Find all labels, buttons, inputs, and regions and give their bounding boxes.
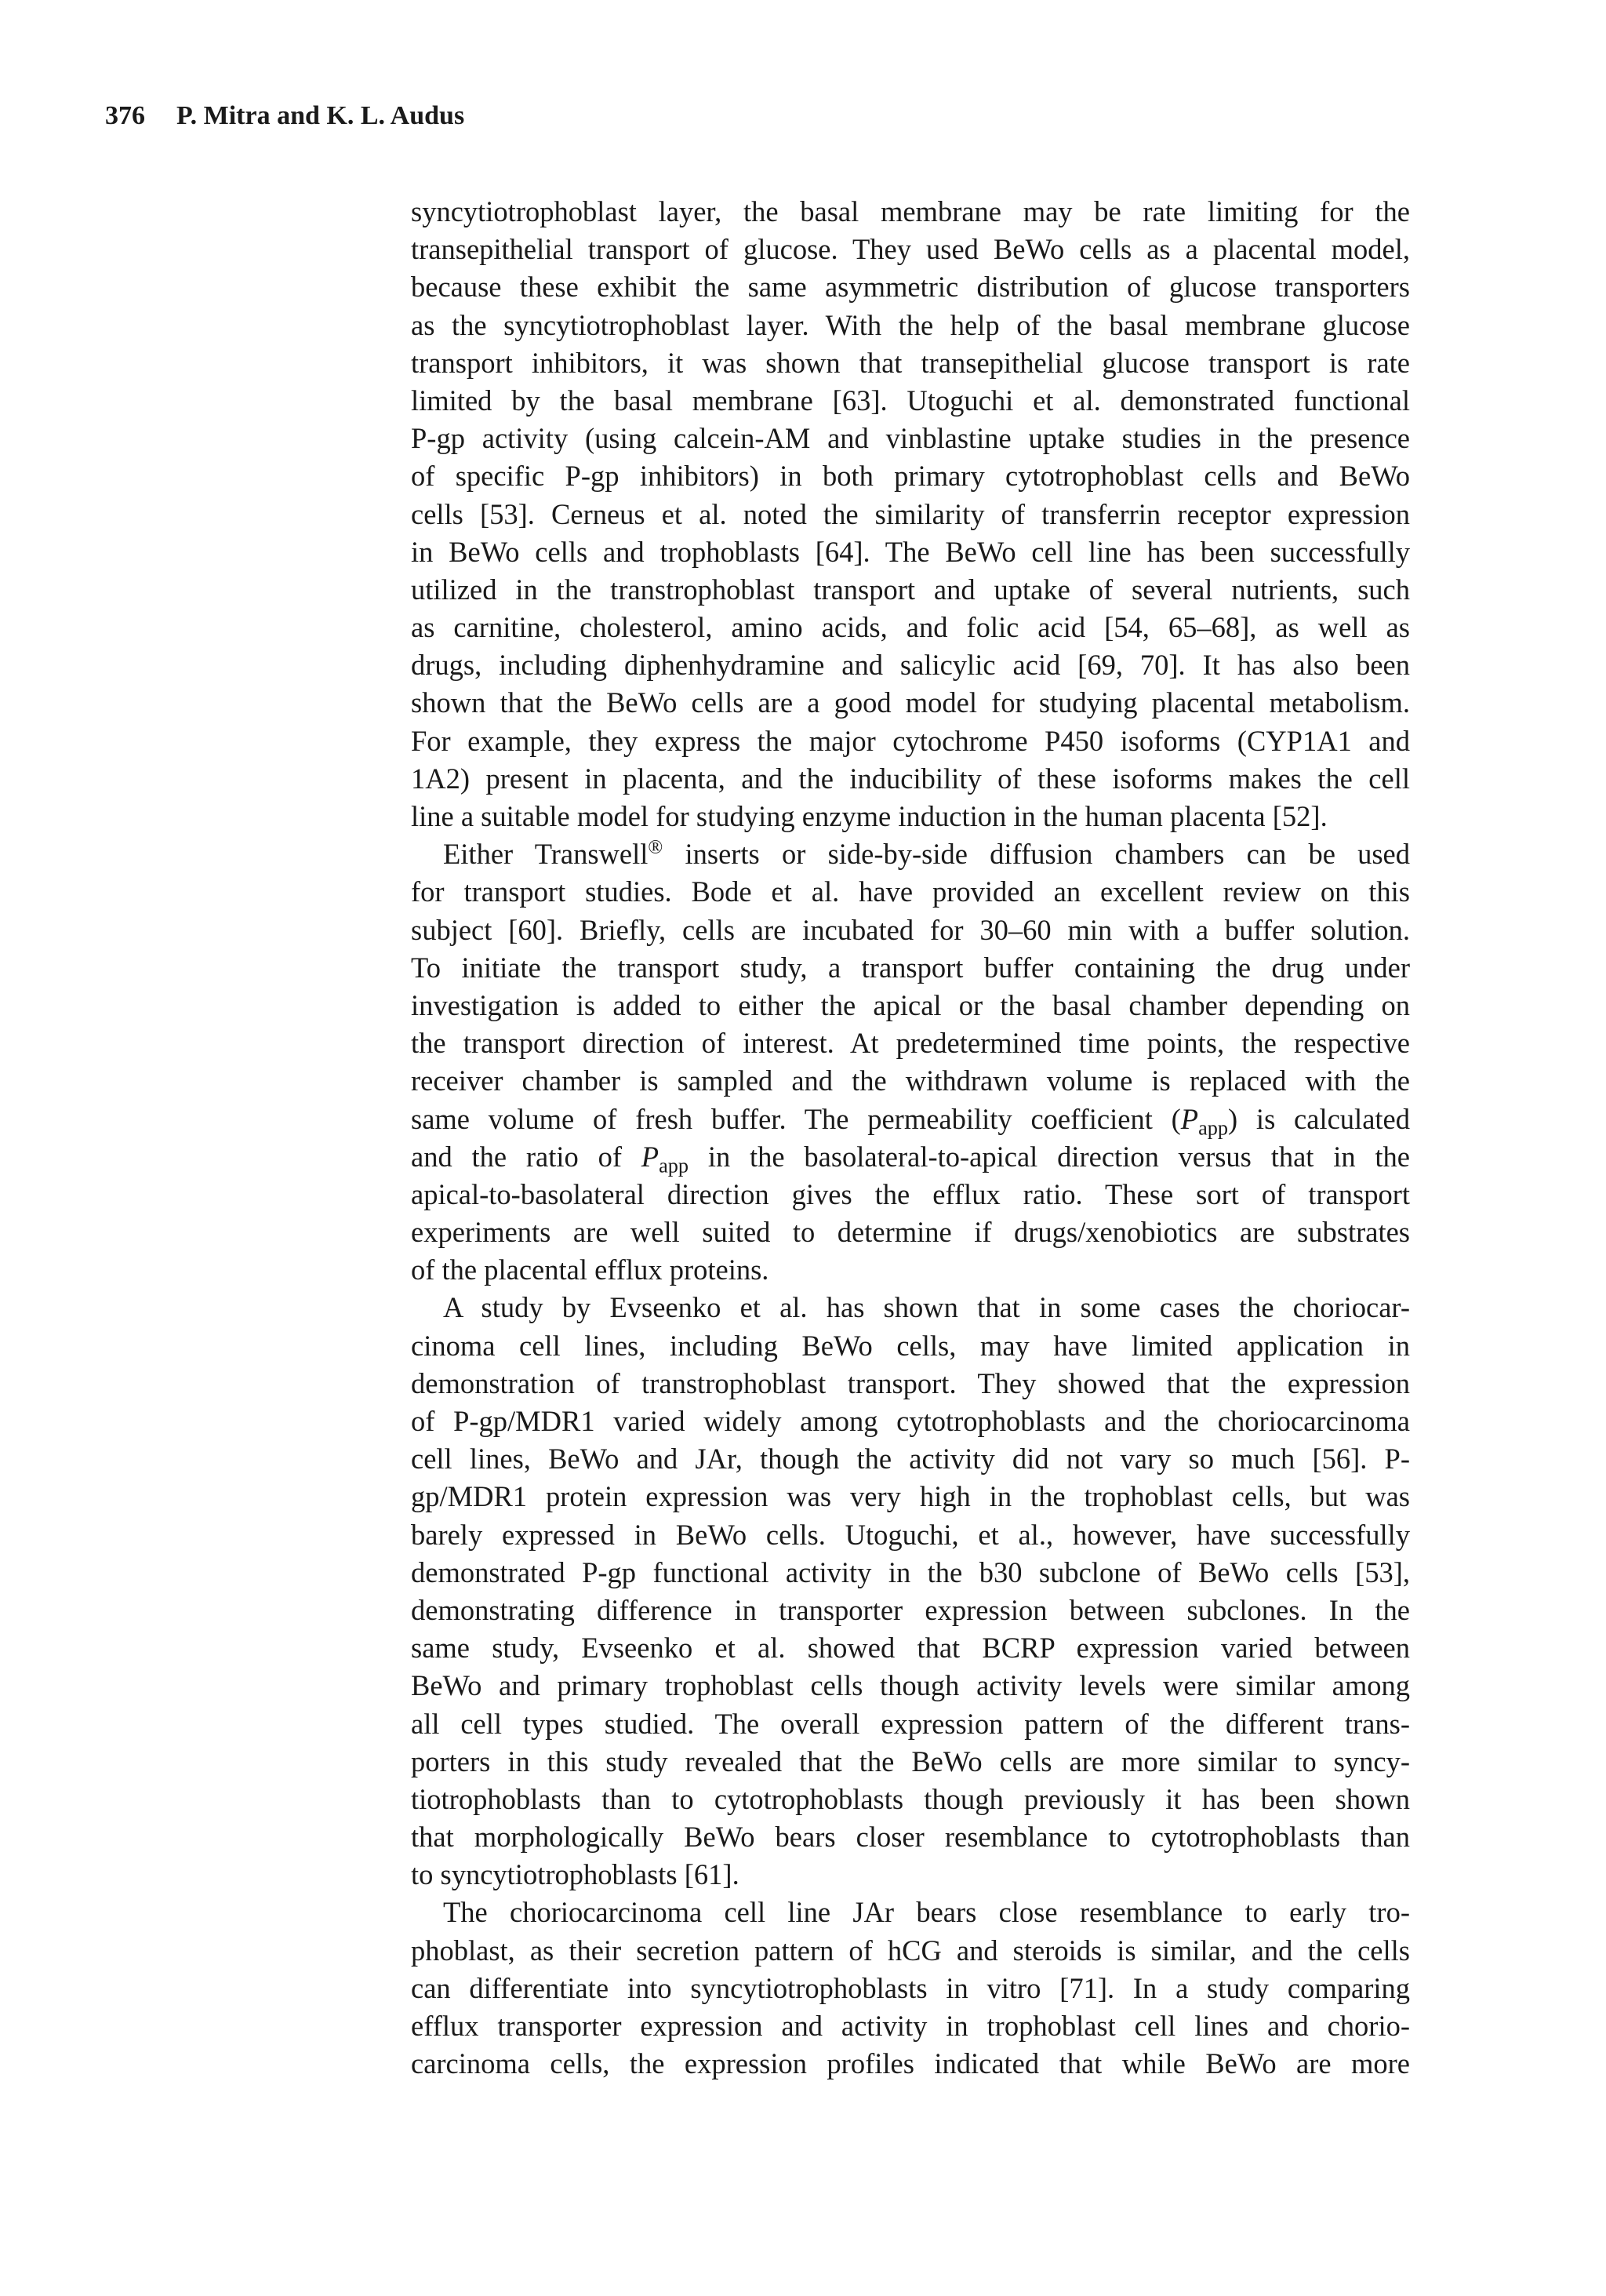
text-line: in BeWo cells and trophoblasts [64]. The BeWo cell line has been successfully: [411, 535, 1410, 568]
text-run: same volume of fresh buffer. The permeability coefficient (: [411, 1102, 1181, 1135]
text-line: BeWo and primary trophoblast cells though activity levels were similar among: [411, 1669, 1410, 1702]
text-line: of the placental efflux proteins.: [411, 1254, 769, 1286]
text-line: A study by Evseenko et al. has shown that in some cases the choriocar-: [443, 1291, 1410, 1324]
paragraph-4: [411, 1894, 1410, 2083]
text-line: To initiate the transport study, a transport buffer containing the drug under: [411, 951, 1410, 984]
text-line: of specific P-gp inhibitors) in both primary cytotrophoblast cells and BeWo: [411, 460, 1410, 493]
text-line: transport inhibitors, it was shown that transepithelial glucose transport is rate: [411, 346, 1410, 379]
text-line: phoblast, as their secretion pattern of hCG and steroids is similar, and the cells: [411, 1934, 1410, 1967]
text-line: demonstration of transtrophoblast transport. They showed that the expression: [411, 1366, 1410, 1399]
registered-mark: ®: [648, 837, 663, 859]
text-line: [411, 1101, 1410, 1138]
text-line: tiotrophoblasts than to cytotrophoblasts though previously it has been shown: [411, 1782, 1410, 1815]
text-line: line a suitable model for studying enzyme induction in the human placenta [52].: [411, 800, 1328, 832]
text-line: demonstrated P-gp functional activity in the b30 subclone of BeWo cells [53],: [411, 1556, 1410, 1588]
papp-symbol: P: [1180, 1102, 1199, 1135]
text-line: cell lines, BeWo and JAr, though the activity did not vary so much [56]. P-: [411, 1443, 1410, 1475]
text-line: because these exhibit the same asymmetric distribution of glucose transporters: [411, 271, 1410, 304]
text-line: to syncytiotrophoblasts [61].: [411, 1858, 739, 1891]
text-line: shown that the BeWo cells are a good model for studying placental metabolism.: [411, 686, 1410, 719]
papp-symbol: P: [641, 1140, 659, 1173]
text-line: transepithelial transport of glucose. They used BeWo cells as a placental model,: [411, 233, 1410, 266]
text-line: efflux transporter expression and activity in trophoblast cell lines and chorio-: [411, 2010, 1410, 2042]
text-line: syncytiotrophoblast layer, the basal membrane may be rate limiting for the: [411, 195, 1410, 227]
text-line: experiments are well suited to determine if drugs/xenobiotics are substrates: [411, 1216, 1410, 1249]
text-line: [411, 835, 1410, 873]
text-line: can differentiate into syncytiotrophoblasts in vitro [71]. In a study comparing: [411, 1971, 1410, 2004]
text-line: investigation is added to either the apical or the basal chamber depending on: [411, 988, 1410, 1021]
text-line: gp/MDR1 protein expression was very high in the trophoblast cells, but was: [411, 1480, 1410, 1513]
text-line: as carnitine, cholesterol, amino acids, and folic acid [54, 65–68], as well as: [411, 611, 1410, 644]
running-head: [105, 100, 464, 132]
text-line: porters in this study revealed that the BeWo cells are more similar to syncy-: [411, 1745, 1410, 1777]
text-line: subject [60]. Briefly, cells are incubated for 30–60 min with a buffer solution.: [411, 913, 1410, 946]
papp-subscript: app: [659, 1154, 689, 1177]
text-line: barely expressed in BeWo cells. Utoguchi, et al., however, have successfully: [411, 1518, 1410, 1551]
text-line: The choriocarcinoma cell line JAr bears close resemblance to early tro-: [443, 1896, 1410, 1929]
text-run: Either Transwell: [443, 838, 649, 871]
text-line: the transport direction of interest. At predetermined time points, the respective: [411, 1027, 1410, 1060]
text-line: apical-to-basolateral direction gives the efflux ratio. These sort of transport: [411, 1177, 1410, 1210]
text-line: cinoma cell lines, including BeWo cells, may have limited application in: [411, 1329, 1410, 1362]
text-line: drugs, including diphenhydramine and salicylic acid [69, 70]. It has also been: [411, 649, 1410, 682]
text-line: same study, Evseenko et al. showed that BCRP expression varied between: [411, 1632, 1410, 1665]
text-line: carcinoma cells, the expression profiles indicated that while BeWo are more: [411, 2047, 1410, 2080]
text-line: as the syncytiotrophoblast layer. With the help of the basal membrane glucose: [411, 308, 1410, 341]
body-text: [411, 193, 1410, 2083]
text-line: all cell types studied. The overall expression pattern of the different trans-: [411, 1707, 1410, 1740]
paragraph-1: [411, 193, 1410, 835]
text-run: ) is calculated: [1228, 1102, 1410, 1135]
running-head-authors: P. Mitra and K. L. Audus: [176, 101, 465, 130]
text-line: [411, 1138, 1410, 1176]
papp-subscript: app: [1198, 1115, 1228, 1139]
text-line: cells [53]. Cerneus et al. noted the similarity of transferrin receptor expression: [411, 497, 1410, 530]
text-run: and the ratio of: [411, 1140, 641, 1173]
text-line: of P-gp/MDR1 varied widely among cytotrophoblasts and the choriocarcinoma: [411, 1405, 1410, 1437]
text-line: that morphologically BeWo bears closer resemblance to cytotrophoblasts than: [411, 1821, 1410, 1854]
text-line: 1A2) present in placenta, and the inducibility of these isoforms makes the cell: [411, 762, 1410, 795]
text-line: limited by the basal membrane [63]. Utoguchi et al. demonstrated functional: [411, 384, 1410, 417]
text-line: receiver chamber is sampled and the withdrawn volume is replaced with the: [411, 1064, 1410, 1097]
text-run: in the basolateral-to-apical direction versus that in the: [689, 1140, 1410, 1173]
page-number: 376: [105, 101, 145, 130]
text-line: utilized in the transtrophoblast transport and uptake of several nutrients, such: [411, 573, 1410, 606]
text-line: demonstrating difference in transporter expression between subclones. In the: [411, 1593, 1410, 1626]
paragraph-2: [411, 835, 1410, 1289]
text-line: P-gp activity (using calcein-AM and vinblastine uptake studies in the presence: [411, 422, 1410, 455]
text-line: For example, they express the major cytochrome P450 isoforms (CYP1A1 and: [411, 724, 1410, 757]
paragraph-3: [411, 1289, 1410, 1894]
text-line: for transport studies. Bode et al. have provided an excellent review on this: [411, 875, 1410, 908]
text-run: inserts or side-by-side diffusion chambers can be used: [663, 838, 1410, 871]
